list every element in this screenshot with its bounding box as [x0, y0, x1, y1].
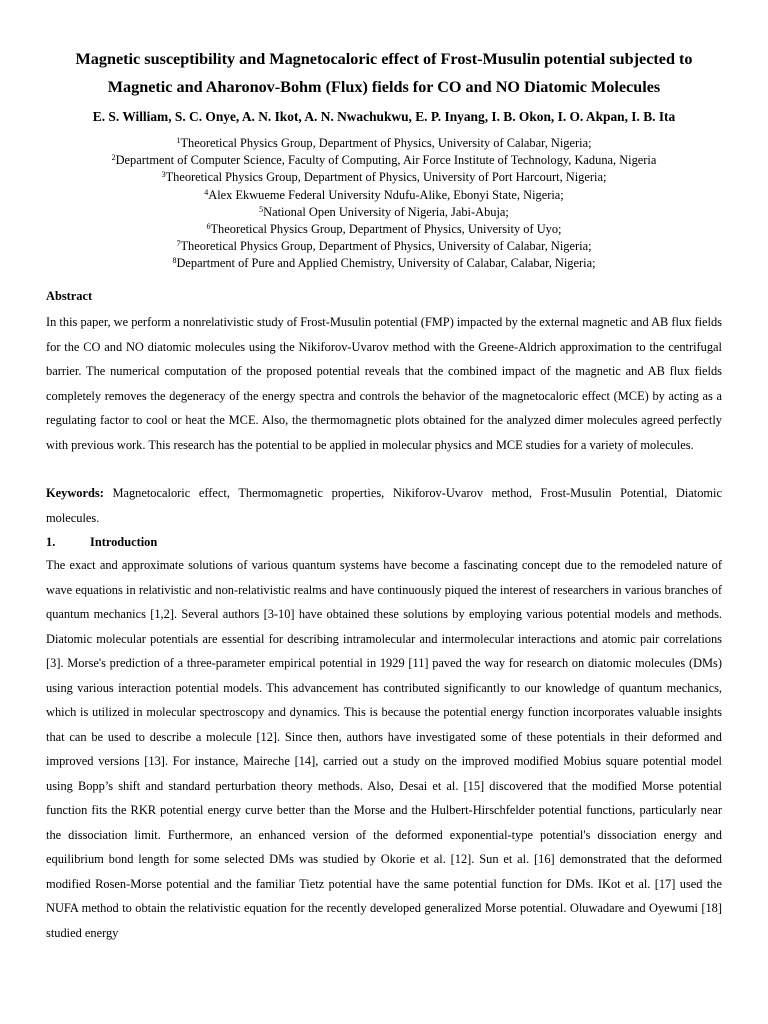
affiliation-text: Alex Ekwueme Federal University Ndufu-Alike, Ebonyi State, Nigeria;: [208, 187, 564, 202]
keywords-text: Magnetocaloric effect, Thermomagnetic properties, Nikiforov-Uvarov method, Frost-Musulin Potential, Diatomic molecules.: [46, 486, 722, 525]
affiliation-text: Theoretical Physics Group, Department of Physics, University of Port Harcourt, Nigeria;: [165, 170, 607, 185]
affiliation-7: [46, 238, 722, 255]
section-heading-introduction: [46, 530, 157, 554]
affiliation-text: Theoretical Physics Group, Department of Physics, University of Calabar, Nigeria;: [180, 136, 592, 150]
keywords-label: Keywords:: [46, 486, 104, 500]
keywords: [46, 481, 722, 530]
author-list: E. S. William, S. C. Onye, A. N. Ikot, A. N. Nwachukwu, E. P. Inyang, I. B. Okon, I. O. Akpan, I. B. Ita: [92, 109, 676, 124]
affiliation-1: [46, 135, 722, 152]
paper-title: Magnetic susceptibility and Magnetocaloric effect of Frost-Musulin potential subjected to Magnetic and Aharonov-Bohm (Flux) fields for CO and NO Diatomic Molecules: [75, 50, 693, 96]
affiliation-5: [46, 204, 722, 221]
affiliation-text: National Open University of Nigeria, Jabi-Abuja;: [263, 204, 509, 219]
affiliation-8: [46, 255, 722, 272]
section-number: 1.: [46, 535, 56, 549]
affiliation-marker: 6: [206, 222, 211, 232]
affiliation-6: [46, 221, 722, 238]
abstract-heading: Abstract: [46, 289, 93, 303]
affiliation-text: Theoretical Physics Group, Department of Physics, University of Uyo;: [210, 222, 562, 237]
affiliation-4: [46, 187, 722, 204]
affiliation-list: [46, 135, 722, 273]
introduction-text: The exact and approximate solutions of various quantum systems have become a fascinating concept due to the remodeled nature of wave equations in relativistic and non-relativistic realms and have continuously piqued the interest of researchers in various branches of quantum mechanics [1,2]. Several authors [3-10] have obtained these solutions by employing various potential models and methods. Diatomic molecular potentials are essential for describing intramolecular and intermolecular interactions and atomic pair correlations [3]. Morse's prediction of a three-parameter empirical potential in 1929 [11] paved the way for research on diatomic molecules (DMs) using various interaction potential models. This advancement has contributed significantly to our knowledge of quantum mechanics, which is utilized in molecular spectroscopy and dynamics. This is because the potential energy function incorporates valuable insights that can be used to describe a molecule [12]. Since then, authors have investigated some of these potentials in their deformed and improved versions [13]. For instance, Maireche [14], carried out a study on the improved modified Mobius square potential model using Bopp’s shift and standard perturbation theory methods. Also, Desai et al. [15] discovered that the modified Morse potential function fits the RKR potential energy curve better than the Morse and the Hulbert-Hirschfelder potential functions, particularly near the dissociation limit. Furthermore, an enhanced version of the deformed exponential-type potential's dissociation energy and equilibrium bond length for some selected DMs was studied by Okorie et al. [12]. Sun et al. [16] demonstrated that the deformed modified Rosen-Morse potential and the familiar Tietz potential have the same potential function for DMs. IKot et al. [17] used the NUFA method to obtain the relativistic equation for the recently developed generalized Morse potential. Oluwadare and Oyewumi [18] studied energy: [46, 558, 722, 940]
affiliation-text: Department of Computer Science, Faculty of Computing, Air Force Institute of Technology, Kaduna, Nigeria: [115, 153, 657, 168]
abstract-text: In this paper, we perform a nonrelativistic study of Frost-Musulin potential (FMP) impacted by the external magnetic and AB flux fields for the CO and NO diatomic molecules using the Nikiforov-Uvarov method with the Greene-Aldrich approximation to the centrifugal barrier. The numerical computation of the proposed potential reveals that the combined impact of the magnetic and AB flux fields completely removes the degeneracy of the energy spectra and controls the behavior of the magnetocaloric effect (MCE) by acting as a regulating factor to cool or heat the MCE. Also, the thermomagnetic plots obtained for the analyzed dimer molecules agreed perfectly with previous work. This research has the potential to be applied in molecular physics and MCE studies for a variety of molecules.: [46, 315, 722, 452]
affiliation-marker: 4: [204, 187, 209, 197]
affiliation-text: Department of Pure and Applied Chemistry, University of Calabar, Calabar, Nigeria;: [176, 256, 596, 271]
affiliation-marker: 3: [161, 170, 166, 180]
affiliation-marker: 2: [111, 153, 116, 163]
affiliation-marker: 7: [176, 239, 181, 249]
affiliation-text: Theoretical Physics Group, Department of Physics, University of Calabar, Nigeria;: [180, 239, 592, 254]
affiliation-marker: 1: [176, 136, 181, 145]
affiliation-3: [46, 169, 722, 186]
affiliation-marker: 8: [172, 256, 177, 266]
affiliation-2: [46, 152, 722, 169]
section-title: Introduction: [90, 535, 158, 549]
affiliation-marker: 5: [259, 204, 264, 214]
